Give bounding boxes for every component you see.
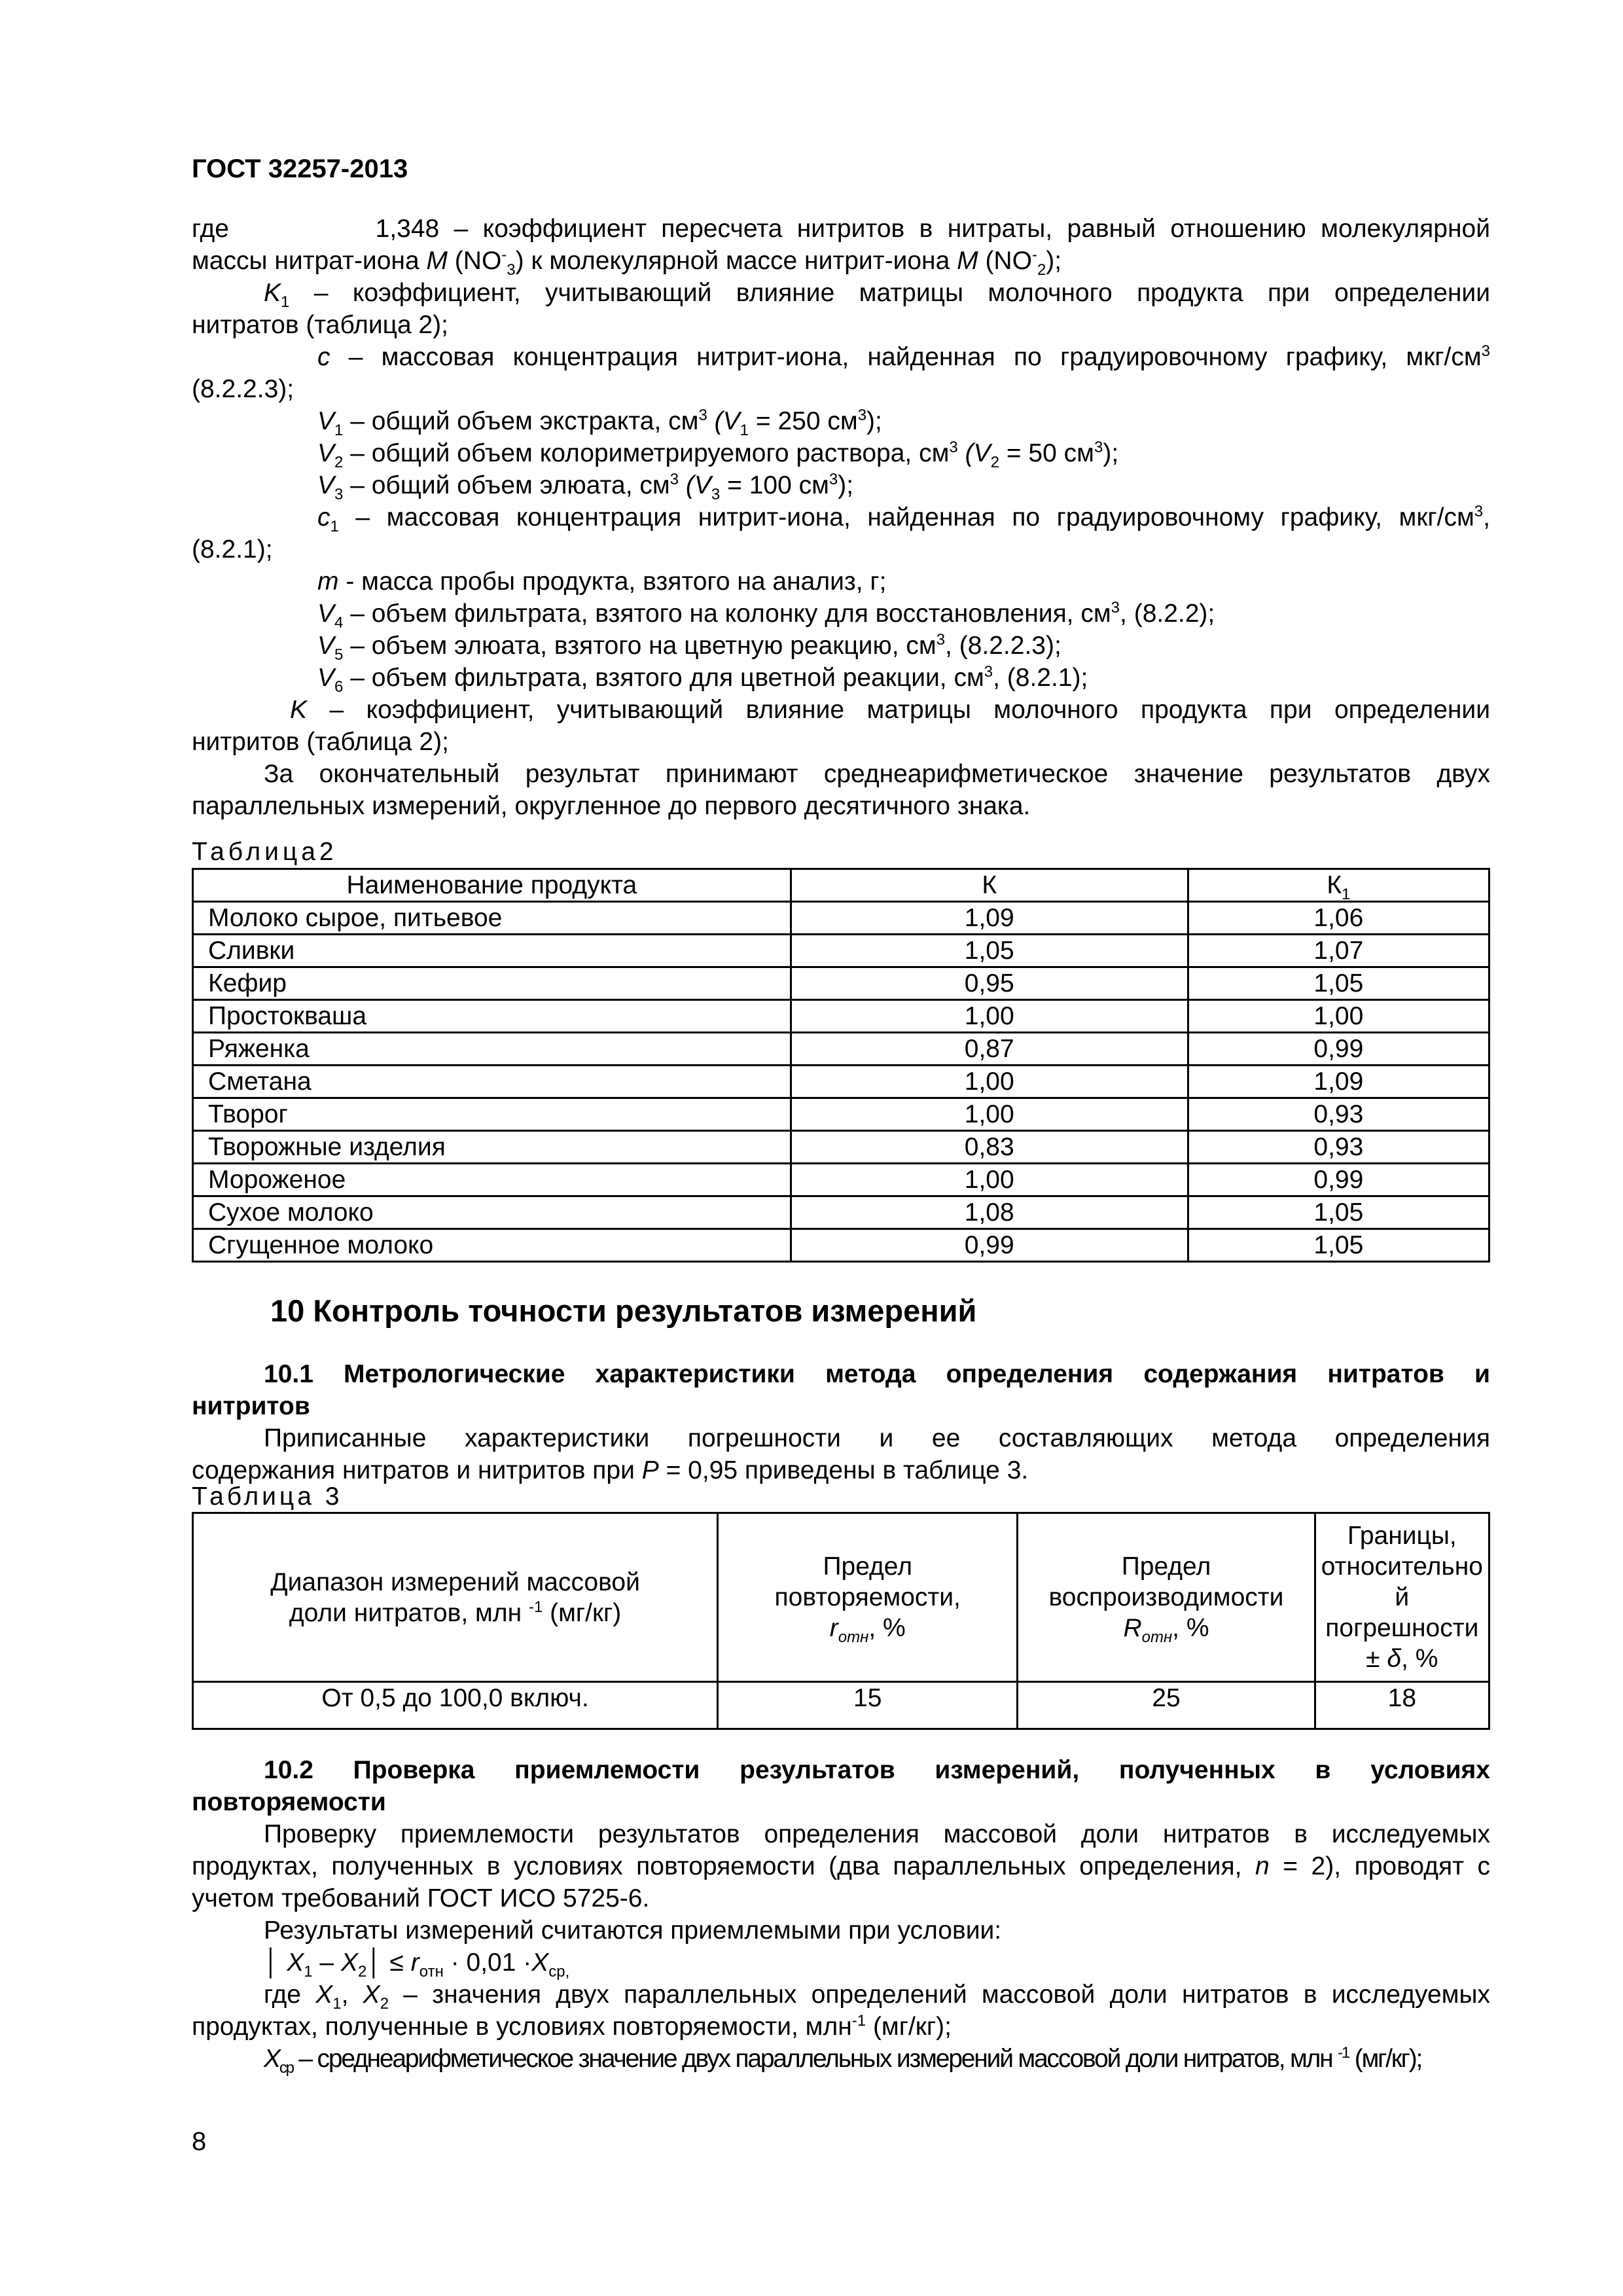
table2-product-cell: Сливки (193, 935, 791, 967)
table2-k1-cell: 1,05 (1188, 1196, 1489, 1229)
table2-k1-cell: 0,93 (1188, 1131, 1489, 1164)
table2-product-cell: Сгущенное молоко (193, 1229, 791, 1262)
table2-k1-cell: 0,99 (1188, 1164, 1489, 1196)
s101-para-cont: содержания нитратов и нитритов при P = 0,95 приведены в таблице 3. (192, 1456, 1029, 1484)
where-m: m - масса пробы продукта, взятого на анализ, г; (317, 567, 887, 596)
table-row (193, 1066, 1489, 1098)
table3-header-range: Диапазон измерений массовой доли нитратов, млн $^{-1}$ (мг/кг) (193, 1513, 718, 1682)
table3-row: От 0,5 до 100,0 включ. 15 25 18 (193, 1682, 1489, 1729)
where-c: c – массовая концентрация нитрит-иона, найденная по градуировочному графику, мкг/$см^3$ (317, 342, 1490, 371)
table2-k-cell: 0,99 (791, 1229, 1188, 1262)
table2-caption: Таблица2 (192, 838, 338, 866)
table-row (193, 1196, 1489, 1229)
table-row (193, 1000, 1489, 1033)
s102-para-3: учетом требований ГОСТ ИСО 5725-6. (192, 1884, 650, 1912)
where-x-line-1: где $X_1$, $X_2$ – значения двух параллельных определений массовой доли нитратов в исследуемых (264, 1981, 1490, 2013)
table2 (192, 868, 1490, 1263)
table2-k-cell: 0,95 (791, 967, 1188, 1000)
s102-para-1: Проверку приемлемости результатов определения массовой доли нитратов в исследуемых (264, 1820, 1490, 1848)
table2-product-cell: Ряженка (193, 1033, 791, 1066)
table-row (193, 935, 1489, 967)
s101-para: Приписанные характеристики погрешности и ее составляющих метода определения (264, 1424, 1490, 1452)
where-c1-cont: (8.2.1); (192, 535, 273, 564)
where-block (192, 213, 1490, 822)
acceptance-formula: │ $X_1$ – $X_2│ \le r_{отн} \cdot 0,01 \cdot X_{ср,}$ (264, 1948, 570, 1981)
table2-k1-cell: 1,05 (1188, 1229, 1489, 1262)
table2-product-cell: Молоко сырое, питьевое (193, 902, 791, 935)
table2-k1-cell: 1,06 (1188, 902, 1489, 935)
table2-product-cell: Кефир (193, 967, 791, 1000)
table2-header-product: Наименование продукта (193, 869, 791, 902)
section-10-title: 10 Контроль точности результатов измерений (270, 1293, 977, 1328)
table3-header-repeatability: Предел повторяемости, $r_{отн}$, % (718, 1513, 1018, 1682)
where-x-line-2: продуктах, полученные в условиях повторяемости, млн$^{-1}$ (мг/кг); (192, 2012, 952, 2041)
s101-title: 10.1 Метрологические характеристики метода определения содержания нитратов и (264, 1360, 1490, 1388)
page-number: 8 (192, 2127, 207, 2156)
document-header: ГОСТ 32257-2013 (192, 154, 408, 183)
table3-header-reproducibility: Предел воспроизводимости $R_{отн}$, % (1018, 1513, 1315, 1682)
final-result-line-2: параллельных измерений, округленное до первого десятичного знака. (192, 792, 1031, 820)
table2-header-row (193, 869, 1489, 902)
table-row (193, 1229, 1489, 1262)
section-10-1 (192, 1358, 1490, 1486)
table2-k-cell: 1,00 (791, 1098, 1188, 1131)
table2-product-cell: Творог (193, 1098, 791, 1131)
table2-header-k: К (791, 869, 1188, 902)
where-c-cont: (8.2.2.3); (192, 375, 294, 403)
table2-k-cell: 1,00 (791, 1000, 1188, 1033)
where-c1: $c_1$ – массовая концентрация нитрит-иона, найденная по градуировочному графику, мкг/$см^3$, (317, 503, 1490, 535)
where-k-cont: нитритов (таблица 2); (192, 728, 449, 756)
where-line-1: где 1,348 – коэффициент пересчета нитритов в нитраты, равный отношению молекулярной (192, 215, 1490, 243)
table2-product-cell: Простокваша (193, 1000, 791, 1033)
s102-para-2: продуктах, полученных в условиях повторяемости (два параллельных определения, n = 2), проводят с (192, 1852, 1490, 1880)
table2-k-cell: 1,00 (791, 1164, 1188, 1196)
table2-k1-cell: 1,05 (1188, 967, 1489, 1000)
table2-k-cell: 1,05 (791, 935, 1188, 967)
s102-title-cont: повторяемости (192, 1788, 386, 1816)
table2-k1-cell: 0,99 (1188, 1033, 1489, 1066)
table-row (193, 902, 1489, 935)
table3-header-row (193, 1513, 1489, 1682)
section-10-2 (192, 1754, 1490, 2075)
table2-product-cell: Сухое молоко (193, 1196, 791, 1229)
where-v5: $V_5$ – объем элюата, взятого на цветную реакцию, $см^3$, (8.2.2.3); (317, 631, 1061, 664)
table2-header-k1: $К_1$ (1188, 869, 1489, 902)
where-v1: $V_1$ – общий объем экстракта, $см^3$ ($V_1 = 250$ $см^3$); (317, 406, 882, 439)
where-v2: $V_2$ – общий объем колориметрируемого раствора, $см^3$ ($V_2 = 50$ $см^3$); (317, 439, 1119, 471)
where-k1: $K_1$ – коэффициент, учитывающий влияние матрицы молочного продукта при определении (264, 279, 1490, 311)
where-k1-cont: нитратов (таблица 2); (192, 311, 448, 339)
table3 (192, 1512, 1490, 1730)
where-v4: $V_4$ – объем фильтрата, взятого на колонку для восстановления, $см^3$, (8.2.2); (317, 599, 1215, 632)
where-v6: $V_6$ – объем фильтрата, взятого для цветной реакции, $см^3$, (8.2.1); (317, 663, 1088, 696)
where-line-2: массы нитрат-иона M $(NO^-_3)$ к молекулярной массе нитрит-иона M $(NO^-_2)$; (192, 246, 1062, 279)
final-result-line-1: За окончательный результат принимают среднеарифметическое значение результатов двух (264, 760, 1490, 788)
s101-title-cont: нитритов (192, 1392, 310, 1420)
where-v3: $V_3$ – общий объем элюата, $см^3$ ($V_3 = 100$ $см^3$); (317, 471, 854, 503)
table3-caption: Таблица 3 (192, 1482, 343, 1511)
table2-k-cell: 0,83 (791, 1131, 1188, 1164)
table-row (193, 1131, 1489, 1164)
table2-k-cell: 1,00 (791, 1066, 1188, 1098)
table2-product-cell: Мороженое (193, 1164, 791, 1196)
table-row (193, 967, 1489, 1000)
table2-k-cell: 0,87 (791, 1033, 1188, 1066)
table2-k1-cell: 1,00 (1188, 1000, 1489, 1033)
xcp-definition: $X_{ср}$ – среднеарифметическое значение двух параллельных измерений массовой доли нитратов, млн $^{-1}$ (мг/кг); (264, 2044, 1422, 2077)
table-row (193, 1098, 1489, 1131)
table2-product-cell: Творожные изделия (193, 1131, 791, 1164)
table-row (193, 1164, 1489, 1196)
s102-para-4: Результаты измерений считаются приемлемыми при условии: (264, 1916, 1002, 1945)
table2-k-cell: 1,09 (791, 902, 1188, 935)
table2-k1-cell: 1,07 (1188, 935, 1489, 967)
where-k: K – коэффициент, учитывающий влияние матрицы молочного продукта при определении (290, 696, 1490, 724)
table2-k1-cell: 1,09 (1188, 1066, 1489, 1098)
s102-title: 10.2 Проверка приемлемости результатов измерений, полученных в условиях (264, 1756, 1490, 1784)
table2-k1-cell: 0,93 (1188, 1098, 1489, 1131)
table-row (193, 1033, 1489, 1066)
table2-product-cell: Сметана (193, 1066, 791, 1098)
table2-k-cell: 1,08 (791, 1196, 1188, 1229)
table3-header-error: Границы, относительно й погрешности ± δ, % (1315, 1513, 1489, 1682)
